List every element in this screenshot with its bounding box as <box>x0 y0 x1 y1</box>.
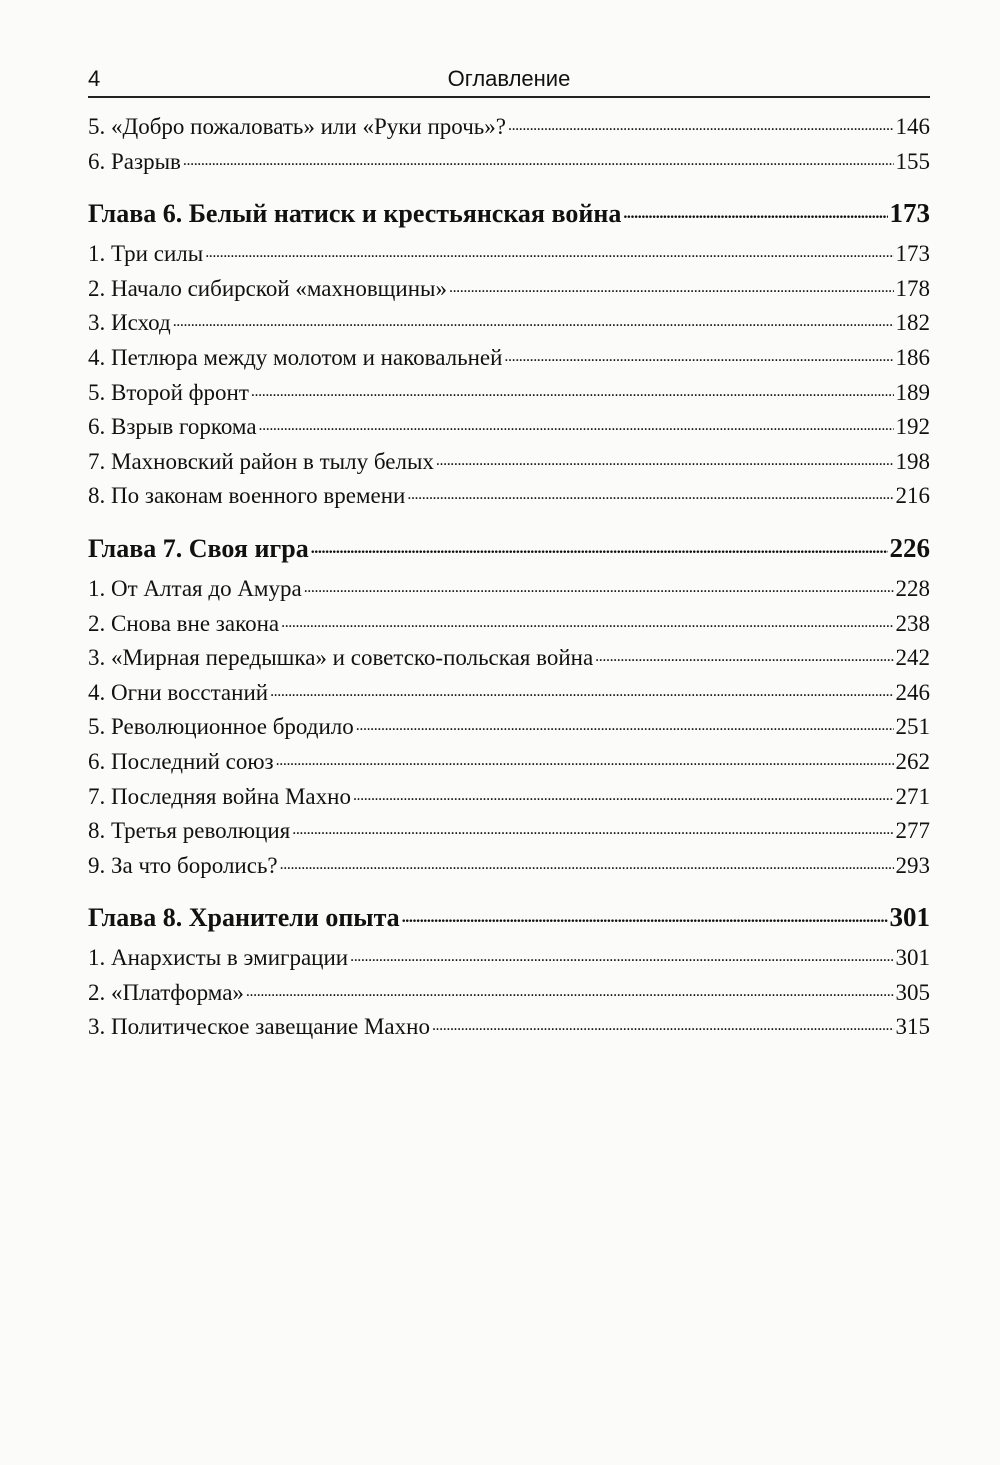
toc-page-number: 216 <box>895 483 930 509</box>
toc-chapter-title: Глава 8. Хранители опыта <box>88 903 400 933</box>
toc-section-title: 5. Второй фронт <box>88 379 249 405</box>
toc-section-title: 7. Махновский район в тылу белых <box>88 448 434 474</box>
toc-page-number: 293 <box>895 852 930 878</box>
toc-page-number: 182 <box>895 310 930 336</box>
toc-page-number: 192 <box>895 414 930 440</box>
dot-leader <box>436 441 894 479</box>
dot-leader <box>432 1006 894 1044</box>
toc-page-number: 189 <box>895 379 930 405</box>
toc-section-title: 2. Снова вне закона <box>88 610 280 636</box>
toc-page-number: 271 <box>895 783 930 809</box>
toc-chapter-row[interactable] <box>88 528 930 568</box>
dot-leader <box>270 672 893 710</box>
toc-page-number: 315 <box>895 1014 930 1040</box>
toc-chapter-title: Глава 6. Белый натиск и крестьянская война <box>88 199 622 229</box>
dot-leader <box>623 190 887 234</box>
toc-section-row[interactable] <box>88 341 930 376</box>
toc-section-title: 3. «Мирная передышка» и советско-польская война <box>88 645 594 671</box>
toc-section-row[interactable] <box>88 780 930 815</box>
toc-section-row[interactable] <box>88 607 930 642</box>
toc-section-title: 3. Политическое завещание Махно <box>88 1014 430 1040</box>
page-title: Оглавление <box>447 66 571 91</box>
toc-section-title: 6. Разрыв <box>88 148 181 174</box>
toc-section-row[interactable] <box>88 410 930 445</box>
dot-leader <box>259 406 894 444</box>
toc-section-row[interactable] <box>88 814 930 849</box>
dot-leader <box>350 937 893 975</box>
toc-page-number: 305 <box>895 979 930 1005</box>
dot-leader <box>292 810 893 848</box>
toc-section-row[interactable] <box>88 745 930 780</box>
dot-leader <box>311 525 888 569</box>
dot-leader <box>407 475 893 513</box>
toc-section-title: 1. Анархисты в эмиграции <box>88 945 349 971</box>
toc-section-title: 5. Революционное бродило <box>88 714 354 740</box>
toc-section-row[interactable] <box>88 306 930 341</box>
toc-page-number: 173 <box>895 241 930 267</box>
toc-section-title: 2. «Платформа» <box>88 979 244 1005</box>
toc-section-row[interactable] <box>88 976 930 1011</box>
toc-page-number: 186 <box>895 344 930 370</box>
toc-section-row[interactable] <box>88 641 930 676</box>
toc-page-number: 146 <box>895 114 930 139</box>
dot-leader <box>276 741 894 779</box>
toc-section-row[interactable] <box>88 376 930 411</box>
dot-leader <box>595 637 893 675</box>
toc-section-title: 6. Взрыв горкома <box>88 414 257 440</box>
dot-leader <box>508 106 894 144</box>
toc-page-number: 262 <box>895 748 930 774</box>
toc-section-row[interactable] <box>88 710 930 745</box>
dot-leader <box>281 603 893 641</box>
toc-chapter-title: Глава 7. Своя игра <box>88 533 309 563</box>
toc-section-row[interactable] <box>88 676 930 711</box>
dot-leader <box>504 337 893 375</box>
toc-section-title: 8. По законам военного времени <box>88 483 406 509</box>
page-number: 4 <box>88 66 101 91</box>
dot-leader <box>280 845 894 883</box>
toc-page-number: 242 <box>895 645 930 671</box>
toc-section-title: 1. От Алтая до Амура <box>88 575 302 601</box>
toc-page-number: 178 <box>895 275 930 301</box>
toc-section-row[interactable] <box>88 110 930 145</box>
toc-section-row[interactable] <box>88 145 930 180</box>
toc-section-row[interactable] <box>88 445 930 480</box>
toc-section-title: 9. За что боролись? <box>88 852 278 878</box>
toc-page-number: 277 <box>895 818 930 844</box>
toc-page-number: 198 <box>895 448 930 474</box>
toc-section-title: 7. Последняя война Махно <box>88 783 351 809</box>
toc-chapter-row[interactable] <box>88 897 930 937</box>
toc-page-number: 155 <box>895 148 930 174</box>
toc-section-title: 5. «Добро пожаловать» или «Руки прочь»? <box>88 114 506 139</box>
toc-section-row[interactable] <box>88 272 930 307</box>
toc-section-row[interactable] <box>88 479 930 514</box>
toc-section-row[interactable] <box>88 941 930 976</box>
dot-leader <box>173 302 894 340</box>
toc-page-number: 301 <box>895 945 930 971</box>
toc-page-number: 246 <box>895 679 930 705</box>
dot-leader <box>449 268 894 306</box>
dot-leader <box>356 706 894 744</box>
toc-page-number: 228 <box>895 575 930 601</box>
table-of-contents <box>88 110 930 1045</box>
running-head <box>88 58 930 98</box>
toc-section-title: 8. Третья революция <box>88 818 291 844</box>
toc-page-number: 226 <box>889 532 930 563</box>
toc-page-number: 301 <box>889 902 930 933</box>
toc-chapter-row[interactable] <box>88 193 930 233</box>
toc-section-title: 2. Начало сибирской «махновщины» <box>88 275 447 301</box>
dot-leader <box>183 141 894 179</box>
dot-leader <box>205 233 893 271</box>
toc-section-row[interactable] <box>88 572 930 607</box>
toc-section-row[interactable] <box>88 849 930 884</box>
toc-page-number: 173 <box>889 198 930 229</box>
dot-leader <box>246 972 894 1010</box>
book-page <box>88 58 930 1045</box>
toc-section-title: 1. Три силы <box>88 241 204 267</box>
toc-page-number: 251 <box>895 714 930 740</box>
toc-section-title: 6. Последний союз <box>88 748 274 774</box>
toc-section-row[interactable] <box>88 1010 930 1045</box>
toc-section-title: 4. Петлюра между молотом и наковальней <box>88 344 503 370</box>
toc-section-title: 3. Исход <box>88 310 171 336</box>
dot-leader <box>304 568 894 606</box>
dot-leader <box>402 894 888 938</box>
toc-page-number: 238 <box>895 610 930 636</box>
toc-section-title: 4. Огни восстаний <box>88 679 269 705</box>
dot-leader <box>251 372 894 410</box>
toc-section-row[interactable] <box>88 237 930 272</box>
dot-leader <box>353 776 894 814</box>
